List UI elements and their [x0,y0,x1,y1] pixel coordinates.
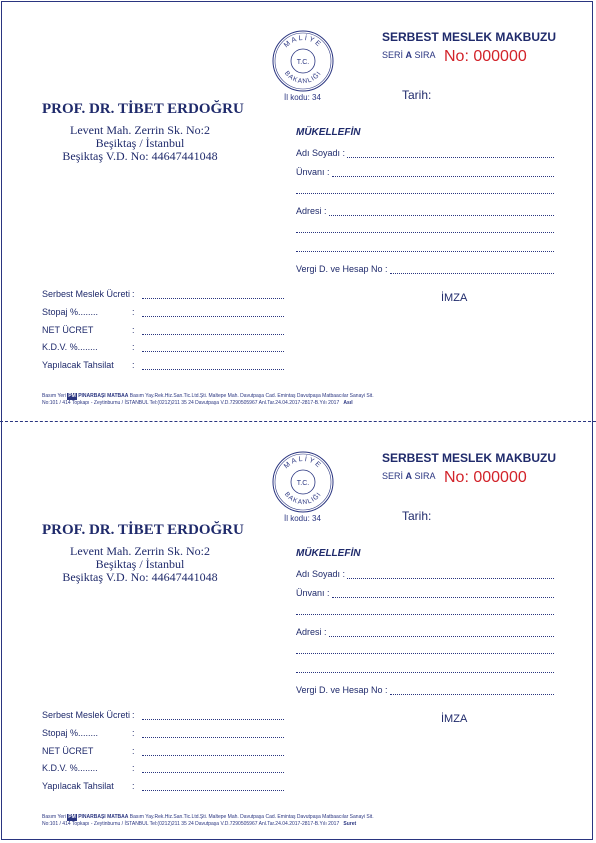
owner-tax-number: Beşiktaş V.D. No: 44647441048 [62,149,218,163]
address-extra-line-1[interactable] [296,653,554,654]
seri-label: SERİ [382,50,404,60]
receipt-original [0,0,596,420]
owner-address-line1: Levent Mah. Zerrin Sk. No:2 [70,544,210,558]
signature-label: İMZA [441,713,468,725]
document-title: SERBEST MESLEK MAKBUZU [382,451,557,465]
seal-top-text: MALİYE [282,455,324,471]
printer-line-2: No:101 / 414 Topkapı - Zeytinburnu / İSTANBUL Tel:(0212)211 35 24 Davutpaşa V.D.7290505967 Anl.Tar.24.04.2017-2817-B.Yılı 2017 Suret [42,821,357,827]
taxpayer-heading: MÜKELLEFİN [296,127,361,138]
fee-row[interactable] [42,325,284,335]
fee-row[interactable] [42,728,284,738]
fee-row[interactable] [42,307,284,317]
receipt-number: No: 000000 [444,469,527,486]
fee-row[interactable] [42,746,284,756]
title-field-label: Ünvanı : [296,167,330,177]
seri-sira-label [382,50,436,60]
address-field[interactable] [296,627,554,637]
copy-tag: Suret [343,821,357,827]
fee-row-label: Stopaj %........ [42,307,99,317]
owner-name: PROF. DR. TİBET ERDOĞRU [42,522,244,538]
il-kodu: İl kodu: 34 [284,514,321,523]
printer-line-1: Basım Yeri PM PINARBAŞI MATBAA Basım Yay.Rek.Hiz.San.Tic.Ltd.Şti. Maltepe Mah. Davutpaşa Cad. Emintaş Davutpaşa Matbaacılar Sanayi Sit. [42,814,374,820]
date-label: Tarih: [402,509,432,523]
signature-label: İMZA [441,292,468,304]
fee-row-colon: : [132,728,135,738]
title-field-line[interactable] [332,589,554,598]
name-field-label: Adı Soyadı : [296,148,346,158]
name-field-line[interactable] [347,149,554,158]
fee-row[interactable] [42,360,284,370]
fee-row-label: Yapılacak Tahsilat [42,781,114,791]
name-field[interactable] [296,569,554,579]
seal-bottom-text: BAKANLIĞI [282,69,324,86]
tax-account-label: Vergi D. ve Hesap No : [296,685,388,695]
address-field-line[interactable] [329,207,554,216]
sira-label: SIRA [414,471,436,481]
seal-top-text: MALİYE [282,34,324,50]
fee-row-line[interactable] [142,343,284,352]
fee-row[interactable] [42,289,284,299]
fee-row-label: NET ÜCRET [42,325,94,335]
fee-row-colon: : [132,360,135,370]
fee-row-colon: : [132,325,135,335]
fee-row-colon: : [132,781,135,791]
seal-bottom-text: BAKANLIĞI [282,490,324,507]
sira-label: SIRA [414,50,436,60]
address-field-label: Adresi : [296,627,327,637]
fee-row-colon: : [132,763,135,773]
fee-row-colon: : [132,342,135,352]
date-label: Tarih: [402,88,432,102]
name-field-label: Adı Soyadı : [296,569,346,579]
fee-row-line[interactable] [142,711,284,720]
fee-row-line[interactable] [142,308,284,317]
taxpayer-heading: MÜKELLEFİN [296,548,361,559]
name-field-line[interactable] [347,570,554,579]
seal-center-text: T.C. [296,480,310,487]
fee-row-line[interactable] [142,326,284,335]
document-title: SERBEST MESLEK MAKBUZU [382,30,557,44]
address-extra-line-1[interactable] [296,232,554,233]
printer-imprint [42,814,374,828]
svg-text:BAKANLIĞI [283,491,323,506]
svg-text:BAKANLIĞI [283,70,323,85]
tax-account-label: Vergi D. ve Hesap No : [296,264,388,274]
printer-logo: PM [68,393,76,399]
owner-address-line2: Beşiktaş / İstanbul [95,136,185,150]
name-field[interactable] [296,148,554,158]
receipt-copy [0,421,596,841]
printer-line-1: Basım Yeri PM PINARBAŞI MATBAA Basım Yay.Rek.Hiz.San.Tic.Ltd.Şti. Maltepe Mah. Davutpaşa Cad. Emintaş Davutpaşa Matbaacılar Sanayi Sit. [42,393,374,399]
title-field-line[interactable] [332,168,554,177]
title-field[interactable] [296,167,554,177]
address-extra-line-2[interactable] [296,251,554,252]
fee-row-colon: : [132,710,135,720]
fee-row-line[interactable] [142,747,284,756]
owner-tax-number: Beşiktaş V.D. No: 44647441048 [62,570,218,584]
address-field-label: Adresi : [296,206,327,216]
printer-imprint [42,393,374,407]
il-kodu: İl kodu: 34 [284,93,321,102]
fee-row-label: Serbest Meslek Ücreti [42,289,131,299]
printer-logo: PM [68,814,76,820]
owner-name: PROF. DR. TİBET ERDOĞRU [42,101,244,117]
owner-address-line2: Beşiktaş / İstanbul [95,557,185,571]
fee-row-label: Stopaj %........ [42,728,99,738]
fee-row-label: K.D.V. %........ [42,342,98,352]
svg-text:MALİYE [283,33,323,49]
svg-text:MALİYE [283,454,323,470]
fee-row-line[interactable] [142,290,284,299]
printer-line-2: No:101 / 414 Topkapı - Zeytinburnu / İSTANBUL Tel:(0212)211 35 24 Davutpaşa V.D.7290505967 Anl.Tar.24.04.2017-2817-B.Yılı 2017 Asıl [42,400,353,406]
address-field[interactable] [296,206,554,216]
fee-row-line[interactable] [142,729,284,738]
address-field-line[interactable] [329,628,554,637]
seri-letter: A [405,50,413,60]
owner-address-line1: Levent Mah. Zerrin Sk. No:2 [70,123,210,137]
copy-tag: Asıl [343,400,353,406]
fee-row-label: NET ÜCRET [42,746,94,756]
fee-row-label: Serbest Meslek Ücreti [42,710,131,720]
tax-account-line[interactable] [390,265,554,274]
seal-center-text: T.C. [296,59,310,66]
title-field-extra-line[interactable] [296,193,554,194]
fee-row-line[interactable] [142,782,284,791]
tax-account-field[interactable] [296,685,554,695]
seri-label: SERİ [382,471,404,481]
tax-account-field[interactable] [296,264,554,274]
tax-account-line[interactable] [390,686,554,695]
receipt-number: No: 000000 [444,48,527,65]
title-field-label: Ünvanı : [296,588,330,598]
fee-row-line[interactable] [142,764,284,773]
fee-row-colon: : [132,307,135,317]
fee-row[interactable] [42,342,284,352]
fee-row-colon: : [132,289,135,299]
fee-row[interactable] [42,710,284,720]
title-field-extra-line[interactable] [296,614,554,615]
address-extra-line-2[interactable] [296,672,554,673]
title-field[interactable] [296,588,554,598]
fee-row[interactable] [42,763,284,773]
fee-row-label: Yapılacak Tahsilat [42,360,114,370]
ministry-seal [272,30,334,92]
fee-row-colon: : [132,746,135,756]
seri-sira-label [382,471,436,481]
fee-row-line[interactable] [142,361,284,370]
seri-letter: A [405,471,413,481]
ministry-seal [272,451,334,513]
fee-row[interactable] [42,781,284,791]
fee-row-label: K.D.V. %........ [42,763,98,773]
